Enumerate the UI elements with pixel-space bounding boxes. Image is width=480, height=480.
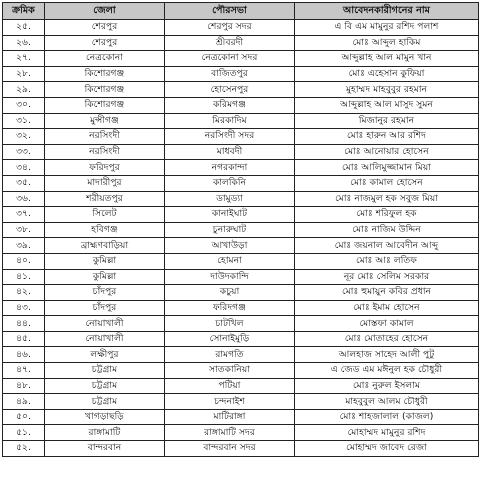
applicant-name-cell: মোঃ নুরুল ইসলাম xyxy=(295,378,479,394)
applicant-name-cell: মুহাম্মদ মাহবুবুর রহমান xyxy=(295,82,479,98)
municipality-cell: বান্দরবান সদর xyxy=(165,441,295,457)
table-row xyxy=(3,409,479,425)
serial-cell: ৪৭. xyxy=(3,363,45,379)
serial-cell: ২৮. xyxy=(3,66,45,82)
district-cell: শেরপুর xyxy=(45,35,165,51)
municipality-cell: ফরিদগঞ্জ xyxy=(165,300,295,316)
table-row xyxy=(3,129,479,145)
applicant-name-cell: মোঃ নাজিম উদ্দিন xyxy=(295,222,479,238)
serial-cell: ২৬. xyxy=(3,35,45,51)
serial-cell: ৪৮. xyxy=(3,378,45,394)
applicant-name-cell: এ বি এম মামুনুর রশিদ পলাশ xyxy=(295,20,479,36)
serial-cell: ৩৯. xyxy=(3,238,45,254)
municipality-cell: আখাউড়া xyxy=(165,238,295,254)
serial-cell: ৪৩. xyxy=(3,300,45,316)
district-cell: রাঙ্গামাটি xyxy=(45,425,165,441)
table-row xyxy=(3,175,479,191)
district-cell: নরসিংদী xyxy=(45,129,165,145)
applicant-name-cell: আলহাজ সাহেদ আলী পুটু xyxy=(295,347,479,363)
district-cell: বান্দরবান xyxy=(45,441,165,457)
municipality-cell: পটিয়া xyxy=(165,378,295,394)
serial-cell: ৩১. xyxy=(3,113,45,129)
table-row xyxy=(3,207,479,223)
table-row xyxy=(3,35,479,51)
municipality-cell: সোনাইমুড়ি xyxy=(165,331,295,347)
municipality-cell: চাটখিল xyxy=(165,316,295,332)
district-cell: ব্রাহ্মণবাড়িয়া xyxy=(45,238,165,254)
applicant-name-cell: মোঃ আব্দুল হাকিম xyxy=(295,35,479,51)
applicant-name-cell: নূর মোঃ সেলিম সরকার xyxy=(295,269,479,285)
table-row xyxy=(3,253,479,269)
municipality-cell: মাটিরাঙ্গা xyxy=(165,409,295,425)
district-cell: কিশোরগঞ্জ xyxy=(45,82,165,98)
applicant-name-cell: মোহাম্মদ মামুনুর রশিদ xyxy=(295,425,479,441)
serial-cell: ৩৮. xyxy=(3,222,45,238)
municipality-cell: মাধবদী xyxy=(165,144,295,160)
district-cell: নোয়াখালী xyxy=(45,316,165,332)
table-row xyxy=(3,113,479,129)
serial-cell: ৪৫. xyxy=(3,331,45,347)
district-cell: কুমিল্লা xyxy=(45,269,165,285)
district-cell: মাদারীপুর xyxy=(45,175,165,191)
applicant-table xyxy=(2,2,479,457)
district-cell: লক্ষীপুর xyxy=(45,347,165,363)
district-cell: মুন্সীগঞ্জ xyxy=(45,113,165,129)
table-header-row xyxy=(3,3,479,20)
header-municipality: পৌরসভা xyxy=(165,3,295,20)
municipality-cell: শ্রীবরদী xyxy=(165,35,295,51)
municipality-cell: নেত্রকোনা সদর xyxy=(165,51,295,67)
applicant-name-cell: মোঃ মোতাহের হোসেন xyxy=(295,331,479,347)
applicant-name-cell: মোঃ ইমাম হোসেন xyxy=(295,300,479,316)
serial-cell: ২৯. xyxy=(3,82,45,98)
district-cell: চাঁদপুর xyxy=(45,285,165,301)
district-cell: খাগড়াছড়ি xyxy=(45,409,165,425)
table-body xyxy=(3,20,479,457)
table-row xyxy=(3,394,479,410)
municipality-cell: সাতকানিয়া xyxy=(165,363,295,379)
district-cell: কিশোরগঞ্জ xyxy=(45,66,165,82)
table-row xyxy=(3,316,479,332)
district-cell: নোয়াখালী xyxy=(45,331,165,347)
table-row xyxy=(3,363,479,379)
table-row xyxy=(3,222,479,238)
table-row xyxy=(3,300,479,316)
municipality-cell: কানাইঘাট xyxy=(165,207,295,223)
applicant-name-cell: মোঃ শাহজালাল (কাজল) xyxy=(295,409,479,425)
applicant-name-cell: এ জেড এম মঈনুল হক চৌধুরী xyxy=(295,363,479,379)
serial-cell: ৩৩. xyxy=(3,144,45,160)
serial-cell: ৪৯. xyxy=(3,394,45,410)
table-row xyxy=(3,191,479,207)
municipality-cell: রাঙ্গামাটি সদর xyxy=(165,425,295,441)
serial-cell: ২৫. xyxy=(3,20,45,36)
serial-cell: ৩৫. xyxy=(3,175,45,191)
district-cell: চট্টগ্রাম xyxy=(45,378,165,394)
applicant-name-cell: মোঃ এহেসান কুফিয়া xyxy=(295,66,479,82)
district-cell: চট্টগ্রাম xyxy=(45,363,165,379)
serial-cell: ৪০. xyxy=(3,253,45,269)
applicant-name-cell: মিজানুর রহমান xyxy=(295,113,479,129)
applicant-list-sheet xyxy=(2,2,478,457)
applicant-name-cell: মাহবুবুল আলম চৌধুরী xyxy=(295,394,479,410)
applicant-name-cell: মোহাম্মদ জাবেদ রেজা xyxy=(295,441,479,457)
serial-cell: ৫১. xyxy=(3,425,45,441)
serial-cell: ২৭. xyxy=(3,51,45,67)
applicant-name-cell: মোঃ হুমায়ুন কবির প্রধান xyxy=(295,285,479,301)
municipality-cell: দাউদকান্দি xyxy=(165,269,295,285)
municipality-cell: নরসিংদী সদর xyxy=(165,129,295,145)
municipality-cell: কালকিনি xyxy=(165,175,295,191)
municipality-cell: হোসেনপুর xyxy=(165,82,295,98)
header-applicant-name: আবেদনকারীগনের নাম xyxy=(295,3,479,20)
table-row xyxy=(3,347,479,363)
district-cell: শরীয়তপুর xyxy=(45,191,165,207)
district-cell: চাঁদপুর xyxy=(45,300,165,316)
district-cell: চট্টগ্রাম xyxy=(45,394,165,410)
district-cell: নেত্রকোনা xyxy=(45,51,165,67)
municipality-cell: চুনারুঘাট xyxy=(165,222,295,238)
applicant-name-cell: মোঃ আঃ লতিফ xyxy=(295,253,479,269)
municipality-cell: হোমনা xyxy=(165,253,295,269)
table-row xyxy=(3,269,479,285)
serial-cell: ৩৪. xyxy=(3,160,45,176)
applicant-name-cell: মোস্তফা কামাল xyxy=(295,316,479,332)
table-row xyxy=(3,331,479,347)
table-row xyxy=(3,425,479,441)
municipality-cell: কচুয়া xyxy=(165,285,295,301)
municipality-cell: মিরকাদিম xyxy=(165,113,295,129)
table-row xyxy=(3,20,479,36)
serial-cell: ৩৭. xyxy=(3,207,45,223)
municipality-cell: রামগতি xyxy=(165,347,295,363)
applicant-name-cell: মোঃ নাজমুল হক সবুজ মিয়া xyxy=(295,191,479,207)
table-row xyxy=(3,82,479,98)
serial-cell: ৪১. xyxy=(3,269,45,285)
table-row xyxy=(3,441,479,457)
applicant-name-cell: মোঃ আনোয়ার হোসেন xyxy=(295,144,479,160)
serial-cell: ৩৬. xyxy=(3,191,45,207)
applicant-name-cell: আব্দুল্লাহ আল মাসুদ সুমন xyxy=(295,97,479,113)
serial-cell: ৪২. xyxy=(3,285,45,301)
table-row xyxy=(3,160,479,176)
applicant-name-cell: মোঃ শরিফুল হক xyxy=(295,207,479,223)
municipality-cell: চন্দনাইশ xyxy=(165,394,295,410)
header-serial: ক্রমিক xyxy=(3,3,45,20)
district-cell: কিশোরগঞ্জ xyxy=(45,97,165,113)
municipality-cell: বাজিতপুর xyxy=(165,66,295,82)
serial-cell: ৪৪. xyxy=(3,316,45,332)
table-row xyxy=(3,285,479,301)
serial-cell: ৩২. xyxy=(3,129,45,145)
applicant-name-cell: মোঃ হারুন আর রশিদ xyxy=(295,129,479,145)
serial-cell: ৫২. xyxy=(3,441,45,457)
serial-cell: ৪৬. xyxy=(3,347,45,363)
applicant-name-cell: আব্দুল্লাহ আল মামুন খান xyxy=(295,51,479,67)
district-cell: ফরিদপুর xyxy=(45,160,165,176)
district-cell: সিলেট xyxy=(45,207,165,223)
table-row xyxy=(3,238,479,254)
table-row xyxy=(3,97,479,113)
municipality-cell: শেরপুর সদর xyxy=(165,20,295,36)
table-row xyxy=(3,378,479,394)
district-cell: কুমিল্লা xyxy=(45,253,165,269)
municipality-cell: নগরকান্দা xyxy=(165,160,295,176)
table-row xyxy=(3,51,479,67)
table-row xyxy=(3,66,479,82)
applicant-name-cell: মোঃ কামাল হোসেন xyxy=(295,175,479,191)
district-cell: হবিগঞ্জ xyxy=(45,222,165,238)
applicant-name-cell: মোঃ জয়নাল আবেদীন আব্দু xyxy=(295,238,479,254)
serial-cell: ৫০. xyxy=(3,409,45,425)
district-cell: নরসিংদী xyxy=(45,144,165,160)
municipality-cell: ডামুড্যা xyxy=(165,191,295,207)
serial-cell: ৩০. xyxy=(3,97,45,113)
header-district: জেলা xyxy=(45,3,165,20)
table-row xyxy=(3,144,479,160)
district-cell: শেরপুর xyxy=(45,20,165,36)
applicant-name-cell: মোঃ আলিমুজ্জামান মিয়া xyxy=(295,160,479,176)
municipality-cell: করিমগঞ্জ xyxy=(165,97,295,113)
